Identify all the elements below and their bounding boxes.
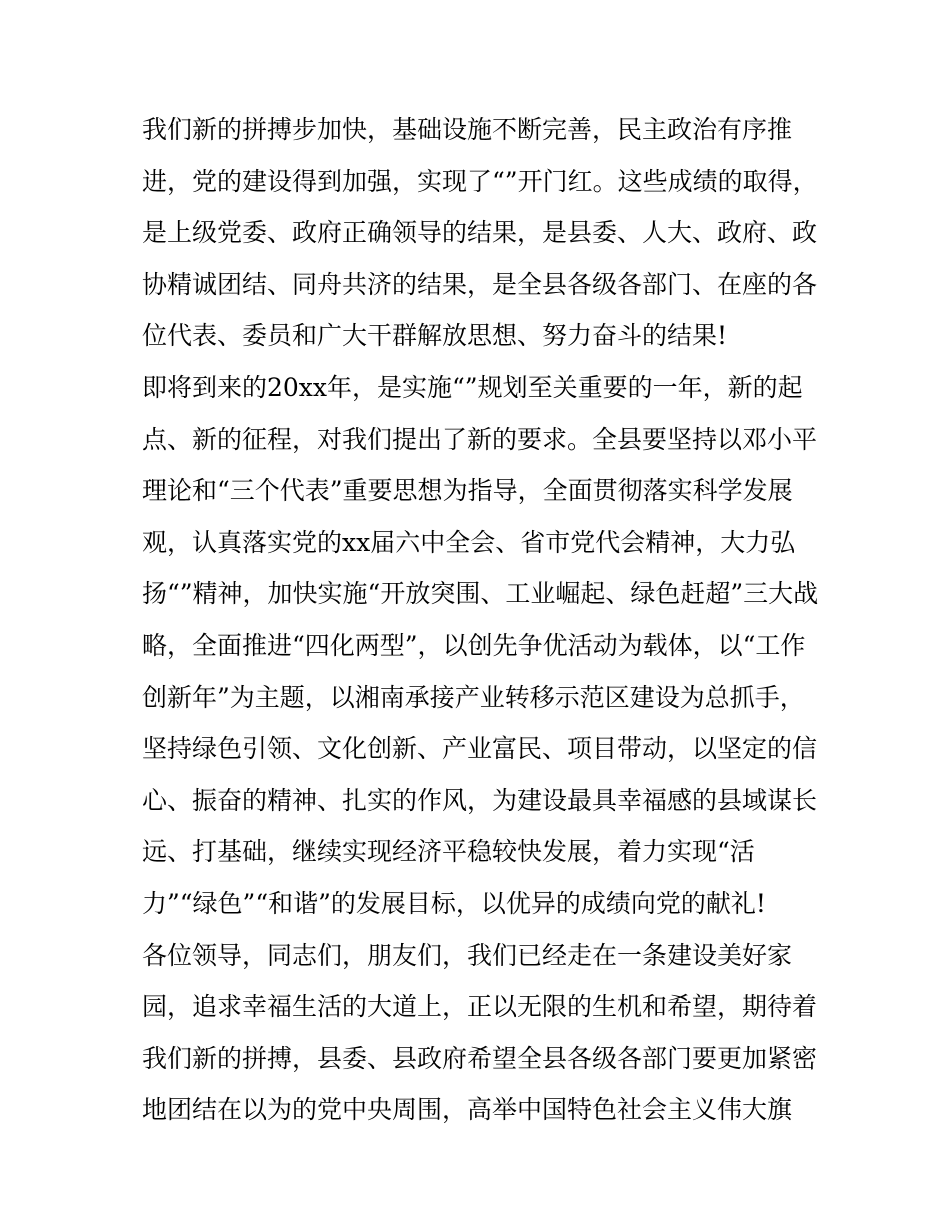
text-line: 位代表、委员和广大干群解放思想、努力奋斗的结果!	[142, 321, 728, 351]
text-line: 心、振奋的精神、扎实的作风，为建设最具幸福感的县域谋长	[142, 785, 818, 815]
text-line: 协精诚团结、同舟共济的结果，是全县各级各部门、在座的各	[142, 269, 818, 299]
text-line: 进，党的建设得到加强，实现了“”开门红。这些成绩的取得，	[142, 166, 818, 196]
text-line: 点、新的征程，对我们提出了新的要求。全县要坚持以邓小平	[142, 424, 818, 454]
text-line: 地团结在以为的党中央周围，高举中国特色社会主义伟大旗	[142, 1095, 793, 1125]
text-line: 扬“”精神，加快实施“开放突围、工业崛起、绿色赶超”三大战	[142, 579, 819, 609]
text-line: 我们新的拼搏，县委、县政府希望全县各级各部门要更加紧密	[142, 1043, 818, 1073]
text-line: 我们新的拼搏步加快，基础设施不断完善，民主政治有序推	[142, 115, 793, 144]
text-line: 力”“绿色”“和谐”的发展目标，以优异的成绩向党的献礼!	[142, 888, 766, 918]
text-line: 创新年”为主题，以湘南承接产业转移示范区建设为总抓手，	[142, 682, 805, 712]
text-line: 观，认真落实党的xx届六中全会、省市党代会精神，大力弘	[142, 527, 796, 557]
text-line: 是上级党委、政府正确领导的结果，是县委、人大、政府、政	[142, 218, 818, 248]
text-line: 园，追求幸福生活的大道上，正以无限的生机和希望，期待着	[142, 992, 818, 1022]
text-line: 即将到来的20xx年，是实施“”规划至关重要的一年，新的起	[142, 372, 803, 402]
body-text	[142, 104, 819, 1136]
text-line: 远、打基础，继续实现经济平稳较快发展，着力实现“活	[142, 837, 755, 867]
text-line: 理论和“三个代表”重要思想为指导，全面贯彻落实科学发展	[142, 476, 793, 506]
text-line: 各位领导，同志们，朋友们，我们已经走在一条建设美好家	[142, 940, 793, 970]
text-line: 坚持绿色引领、文化创新、产业富民、项目带动，以坚定的信	[142, 734, 818, 764]
text-line: 略，全面推进“四化两型”，以创先争优活动为载体，以“工作	[142, 630, 806, 660]
